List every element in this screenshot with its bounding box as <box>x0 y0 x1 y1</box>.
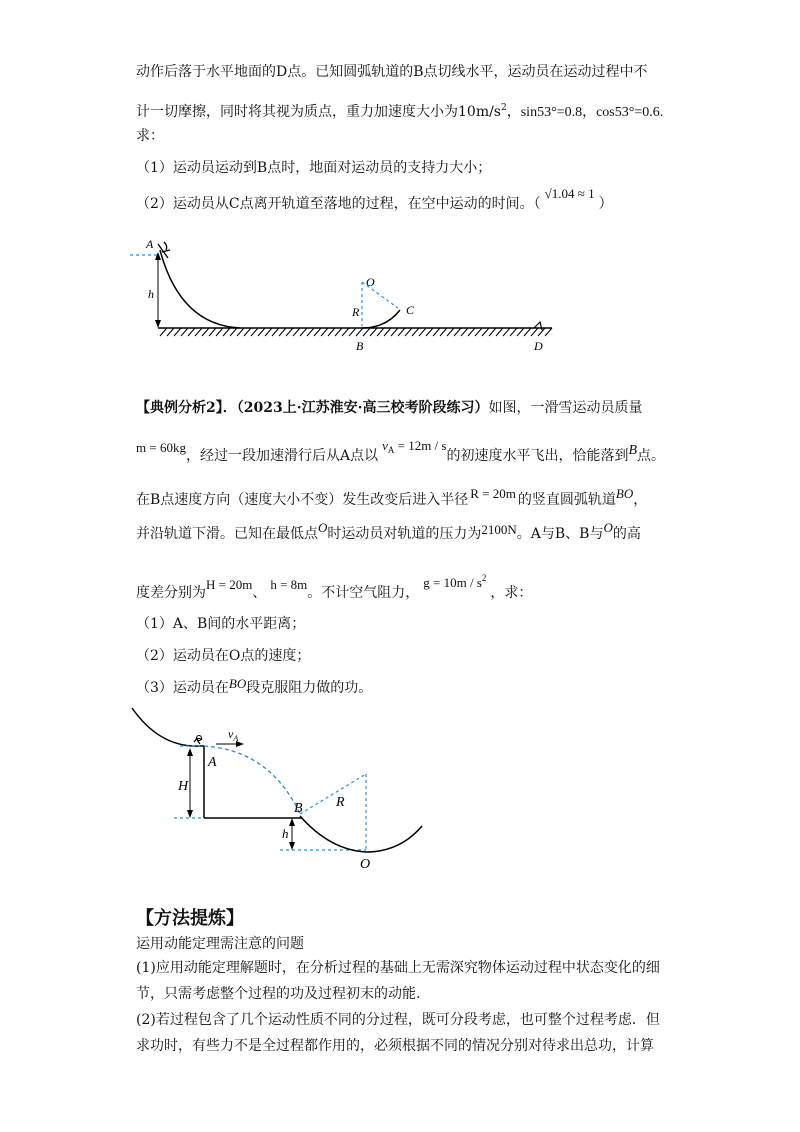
figure1-label-a: A <box>146 237 154 251</box>
hatch-mark <box>216 328 223 336</box>
example2-line4b: 时运动员对轨道的压力为 <box>327 526 482 542</box>
figure1-label-o: O <box>366 275 375 289</box>
hatch-mark <box>279 328 286 336</box>
figure2-label-va-sub: A <box>233 734 239 743</box>
figure-1-track-diagram <box>120 230 570 360</box>
method-point1-line2: 节，只需考虑整个过程的功及过程初末的动能. <box>136 986 421 1002</box>
hatch-mark <box>370 328 377 336</box>
trajectory-dashed <box>204 746 300 814</box>
figure2-label-b: B <box>294 801 303 816</box>
hatch-mark <box>510 328 517 336</box>
figure-2-ski-jump-diagram <box>130 704 430 874</box>
example2-q3a: （3）运动员在 <box>136 680 229 696</box>
example2-va-value: = 12m / s <box>397 438 447 453</box>
hatch-mark <box>181 328 188 336</box>
hatch-mark <box>531 328 538 336</box>
example2-line5b: 。不计空气阻力， <box>307 585 420 601</box>
hatch-mark <box>524 328 531 336</box>
figure1-label-d: D <box>534 339 543 353</box>
hatch-mark <box>195 328 202 336</box>
hatch-mark <box>454 328 461 336</box>
figure2-label-big-h: H <box>178 779 189 794</box>
example2-height-h-small: h = 8m <box>270 577 308 592</box>
big-h-arrow-up <box>187 748 193 756</box>
hatch-mark <box>265 328 272 336</box>
example2-line3 <box>136 486 648 510</box>
example2-sep: 、 <box>252 585 267 601</box>
example2-line5a: 度差分别为 <box>136 585 206 601</box>
hatch-mark <box>167 328 174 336</box>
figure1-label-r: R <box>352 305 360 319</box>
example2-o: O <box>318 520 328 535</box>
example2-text2: 的初速度水平飞出，恰能落到 <box>446 448 629 464</box>
hatch-mark <box>398 328 405 336</box>
small-h-arrow-up <box>289 818 295 826</box>
example2-gravity-sup: 2 <box>481 573 487 583</box>
hatch-mark <box>251 328 258 336</box>
figure1-label-b: B <box>356 339 364 353</box>
hatch-mark <box>503 328 510 336</box>
example2-line3b: 的竖直圆弧轨道 <box>517 492 616 508</box>
hatch-mark <box>496 328 503 336</box>
curved-slope <box>160 250 240 328</box>
problem1-line2 <box>136 98 663 123</box>
hatch-mark <box>321 328 328 336</box>
method-point1-line1: (1)应用动能定理解题时，在分析过程的基础上无需深究物体运动过程中状态变化的细 <box>136 960 660 976</box>
hatch-mark <box>160 328 167 336</box>
hatch-mark <box>293 328 300 336</box>
example2-gravity: g = 10m / s <box>423 575 482 590</box>
hatch-mark <box>468 328 475 336</box>
hatch-mark <box>419 328 426 336</box>
example2-line4d: 的高 <box>612 526 641 542</box>
example2-force: 2100N <box>481 522 517 537</box>
example2-o-2: O <box>603 520 613 535</box>
hatch-mark <box>314 328 321 336</box>
hatch-mark <box>517 328 524 336</box>
hatch-mark <box>545 328 552 336</box>
hatch-mark <box>335 328 342 336</box>
hatch-mark <box>307 328 314 336</box>
big-h-arrow-down <box>187 810 193 818</box>
problem1-line1: 动作后落于水平地面的D点。已知圆弧轨道的B点切线水平，运动员在运动过程中不 <box>136 64 648 80</box>
method-section-title: 【方法提炼】 <box>136 908 244 929</box>
problem1-question1: （1）运动员运动到B点时，地面对运动员的支持力大小； <box>136 160 492 176</box>
hatch-mark <box>482 328 489 336</box>
example2-heading <box>136 398 642 418</box>
problem1-question2-text: （2）运动员从C点离开轨道至落地的过程，在空中运动的时间。（ <box>136 196 541 212</box>
arc-bo <box>300 816 422 852</box>
problem1-line2-sup: 2 <box>501 103 507 113</box>
hatch-mark <box>230 328 237 336</box>
hatch-mark <box>286 328 293 336</box>
example2-line4c: 。A与B、B与 <box>516 526 604 542</box>
skier-icon <box>158 242 170 258</box>
hatch-mark <box>188 328 195 336</box>
hatch-mark <box>356 328 363 336</box>
hatch-mark <box>405 328 412 336</box>
example2-label: 【典例分析2】 <box>136 400 223 416</box>
h-arrow-up <box>155 252 161 260</box>
hatch-mark <box>475 328 482 336</box>
hatch-mark <box>237 328 244 336</box>
hatch-mark <box>440 328 447 336</box>
example2-line3-text: 在B点速度方向（速度大小不变）发生改变后进入半径 <box>136 492 469 508</box>
hatch-mark <box>412 328 419 336</box>
figure2-label-v: v <box>228 727 234 741</box>
figure2-label-r: R <box>336 795 345 810</box>
example2-line3c: ， <box>633 492 648 508</box>
hatch-mark <box>174 328 181 336</box>
example2-text1: ，经过一段加速滑行后从A点以 <box>185 448 379 464</box>
hatch-mark <box>377 328 384 336</box>
point-d-marker <box>534 322 542 330</box>
method-subtitle: 运用动能定理需注意的问题 <box>136 936 304 952</box>
radius-to-b <box>300 774 366 814</box>
figure2-label-va <box>228 727 238 743</box>
example2-intro: 如图，一滑雪运动员质量 <box>488 400 643 416</box>
hatch-mark <box>258 328 265 336</box>
figure2-label-small-h: h <box>282 826 289 841</box>
example2-q3b: 段克服阻力做的功。 <box>246 680 373 696</box>
problem1-question2 <box>136 186 613 214</box>
problem1-line2-text: 计一切摩擦，同时将其视为质点，重力加速度大小为10m/s <box>136 104 501 120</box>
small-h-arrow-down <box>289 842 295 850</box>
arc-bc <box>362 310 400 328</box>
h-arrow-down <box>155 320 161 328</box>
example2-line4a: 并沿轨道下滑。已知在最低点 <box>136 526 318 542</box>
example2-line5c: ，求： <box>490 585 533 601</box>
launch-slope <box>132 708 200 746</box>
example2-point-b: B <box>628 443 638 458</box>
example2-line2 <box>136 438 666 470</box>
figure2-label-o: O <box>360 857 371 872</box>
example2-line5 <box>136 573 533 603</box>
example2-height-h-big: H = 20m <box>206 577 253 592</box>
figure2-label-a: A <box>208 755 217 770</box>
hatch-mark <box>202 328 209 336</box>
ground-hatching <box>160 328 552 336</box>
example2-va-sub: A <box>387 445 395 455</box>
hatch-mark <box>349 328 356 336</box>
example2-question1: （1）A、B间的水平距离； <box>136 616 306 632</box>
example2-radius: R = 20m <box>470 486 516 501</box>
example2-bo: BO <box>615 486 634 501</box>
problem1-sqrt-hint: √1.04 ≈ 1 <box>544 186 595 201</box>
example2-text3: 点。 <box>637 448 666 464</box>
example2-source: ．（2023上·江苏淮安·高三校考阶段练习） <box>222 400 489 416</box>
hatch-mark <box>426 328 433 336</box>
hatch-mark <box>209 328 216 336</box>
hatch-mark <box>223 328 230 336</box>
hatch-mark <box>391 328 398 336</box>
hatch-mark <box>433 328 440 336</box>
hatch-mark <box>447 328 454 336</box>
hatch-mark <box>489 328 496 336</box>
hatch-mark <box>244 328 251 336</box>
example2-va: v <box>382 438 388 453</box>
hatch-mark <box>461 328 468 336</box>
hatch-mark <box>342 328 349 336</box>
method-point2-line1: (2)若过程包含了几个运动性质不同的分过程，既可分段考虑，也可整个过程考虑．但 <box>136 1012 660 1028</box>
hatch-mark <box>272 328 279 336</box>
example2-question2: （2）运动员在O点的速度； <box>136 648 311 664</box>
example2-q3-bo: BO <box>228 676 247 691</box>
problem1-line3: 求： <box>136 128 164 144</box>
hatch-mark <box>328 328 335 336</box>
problem1-line2-trig: ，sin53°=0.8，cos53°=0.6. <box>506 105 664 120</box>
method-point2-line2: 求功时，有些力不是全过程都作用的，必须根据不同的情况分别对待求出总功，计算 <box>136 1038 654 1054</box>
hatch-mark <box>363 328 370 336</box>
example2-question3 <box>136 678 372 698</box>
problem1-question2-end: ） <box>598 196 613 212</box>
figure1-label-c: C <box>406 303 415 317</box>
hatch-mark <box>384 328 391 336</box>
example2-mass: m = 60kg <box>136 440 186 455</box>
example2-line4 <box>136 520 641 544</box>
figure1-label-h: h <box>148 287 154 301</box>
hatch-mark <box>300 328 307 336</box>
